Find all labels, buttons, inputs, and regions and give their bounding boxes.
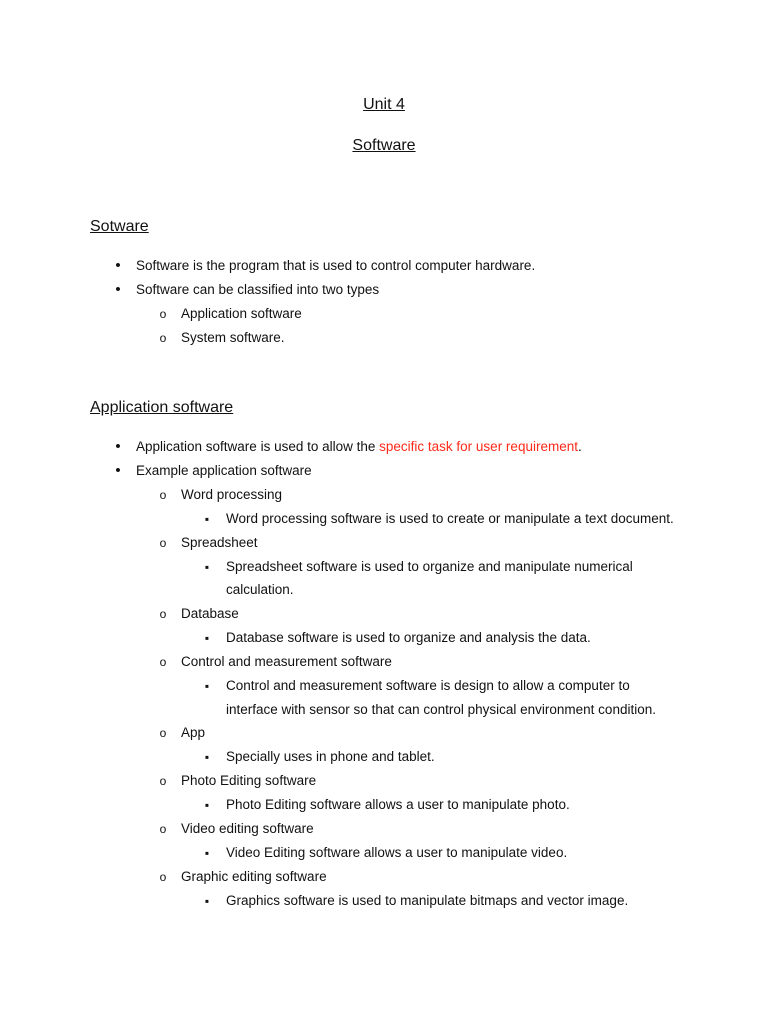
- bullet-circle-icon: [157, 772, 169, 790]
- example-name: Photo Editing software: [181, 773, 317, 788]
- bullet-square-icon: [201, 892, 213, 910]
- bullet-text: Software is the program that is used to control computer hardware.: [136, 258, 536, 273]
- bullet-disc-icon: [112, 281, 124, 299]
- bullet-text: Software can be classified into two types: [136, 282, 380, 297]
- bullet-text: Example application software: [136, 463, 312, 478]
- subject-title: Software: [352, 137, 416, 154]
- example-description: Database software is used to organize and analysis the data.: [226, 630, 591, 645]
- bullet-square-icon: [201, 748, 213, 766]
- bullet-square-icon: [201, 796, 213, 814]
- bullet-text-pre: Application software is used to allow the: [136, 439, 380, 454]
- bullet-circle-icon: [157, 305, 169, 323]
- example-description-continued: interface with sensor so that can control physical environment condition.: [226, 702, 656, 717]
- sub-bullet-text: Application software: [181, 306, 302, 321]
- section-heading-software: Sotware: [90, 218, 149, 235]
- bullet-disc-icon: [112, 462, 124, 480]
- bullet-circle-icon: [157, 605, 169, 623]
- example-name: Spreadsheet: [181, 535, 258, 550]
- example-description: Spreadsheet software is used to organize and manipulate numerical: [226, 559, 633, 574]
- example-description: Control and measurement software is design to allow a computer to: [226, 678, 630, 693]
- example-name: Control and measurement software: [181, 654, 392, 669]
- example-name: Video editing software: [181, 821, 314, 836]
- bullet-disc-icon: [112, 438, 124, 456]
- highlighted-phrase: specific task for user requirement: [379, 439, 578, 454]
- example-description: Graphics software is used to manipulate bitmaps and vector image.: [226, 893, 629, 908]
- bullet-circle-icon: [157, 653, 169, 671]
- bullet-circle-icon: [157, 486, 169, 504]
- example-name: Database: [181, 606, 239, 621]
- section-heading-application-software: Application software: [90, 399, 234, 416]
- bullet-square-icon: [201, 510, 213, 528]
- unit-title: Unit 4: [363, 96, 405, 113]
- example-description: Specially uses in phone and tablet.: [226, 749, 435, 764]
- bullet-disc-icon: [112, 257, 124, 275]
- example-description: Word processing software is used to create or manipulate a text document.: [226, 511, 674, 526]
- example-name: App: [181, 725, 206, 740]
- example-description-continued: calculation.: [226, 582, 294, 597]
- example-description: Photo Editing software allows a user to manipulate photo.: [226, 797, 570, 812]
- bullet-square-icon: [201, 558, 213, 576]
- bullet-square-icon: [201, 677, 213, 695]
- bullet-circle-icon: [157, 329, 169, 347]
- bullet-text-post: .: [577, 439, 582, 454]
- example-description: Video Editing software allows a user to manipulate video.: [226, 845, 568, 860]
- bullet-circle-icon: [157, 724, 169, 742]
- example-name: Word processing: [181, 487, 283, 502]
- bullet-circle-icon: [157, 534, 169, 552]
- bullet-circle-icon: [157, 820, 169, 838]
- bullet-circle-icon: [157, 868, 169, 886]
- bullet-text: [136, 438, 582, 456]
- example-name: Graphic editing software: [181, 869, 327, 884]
- sub-bullet-text: System software.: [181, 330, 285, 345]
- bullet-square-icon: [201, 844, 213, 862]
- bullet-square-icon: [201, 629, 213, 647]
